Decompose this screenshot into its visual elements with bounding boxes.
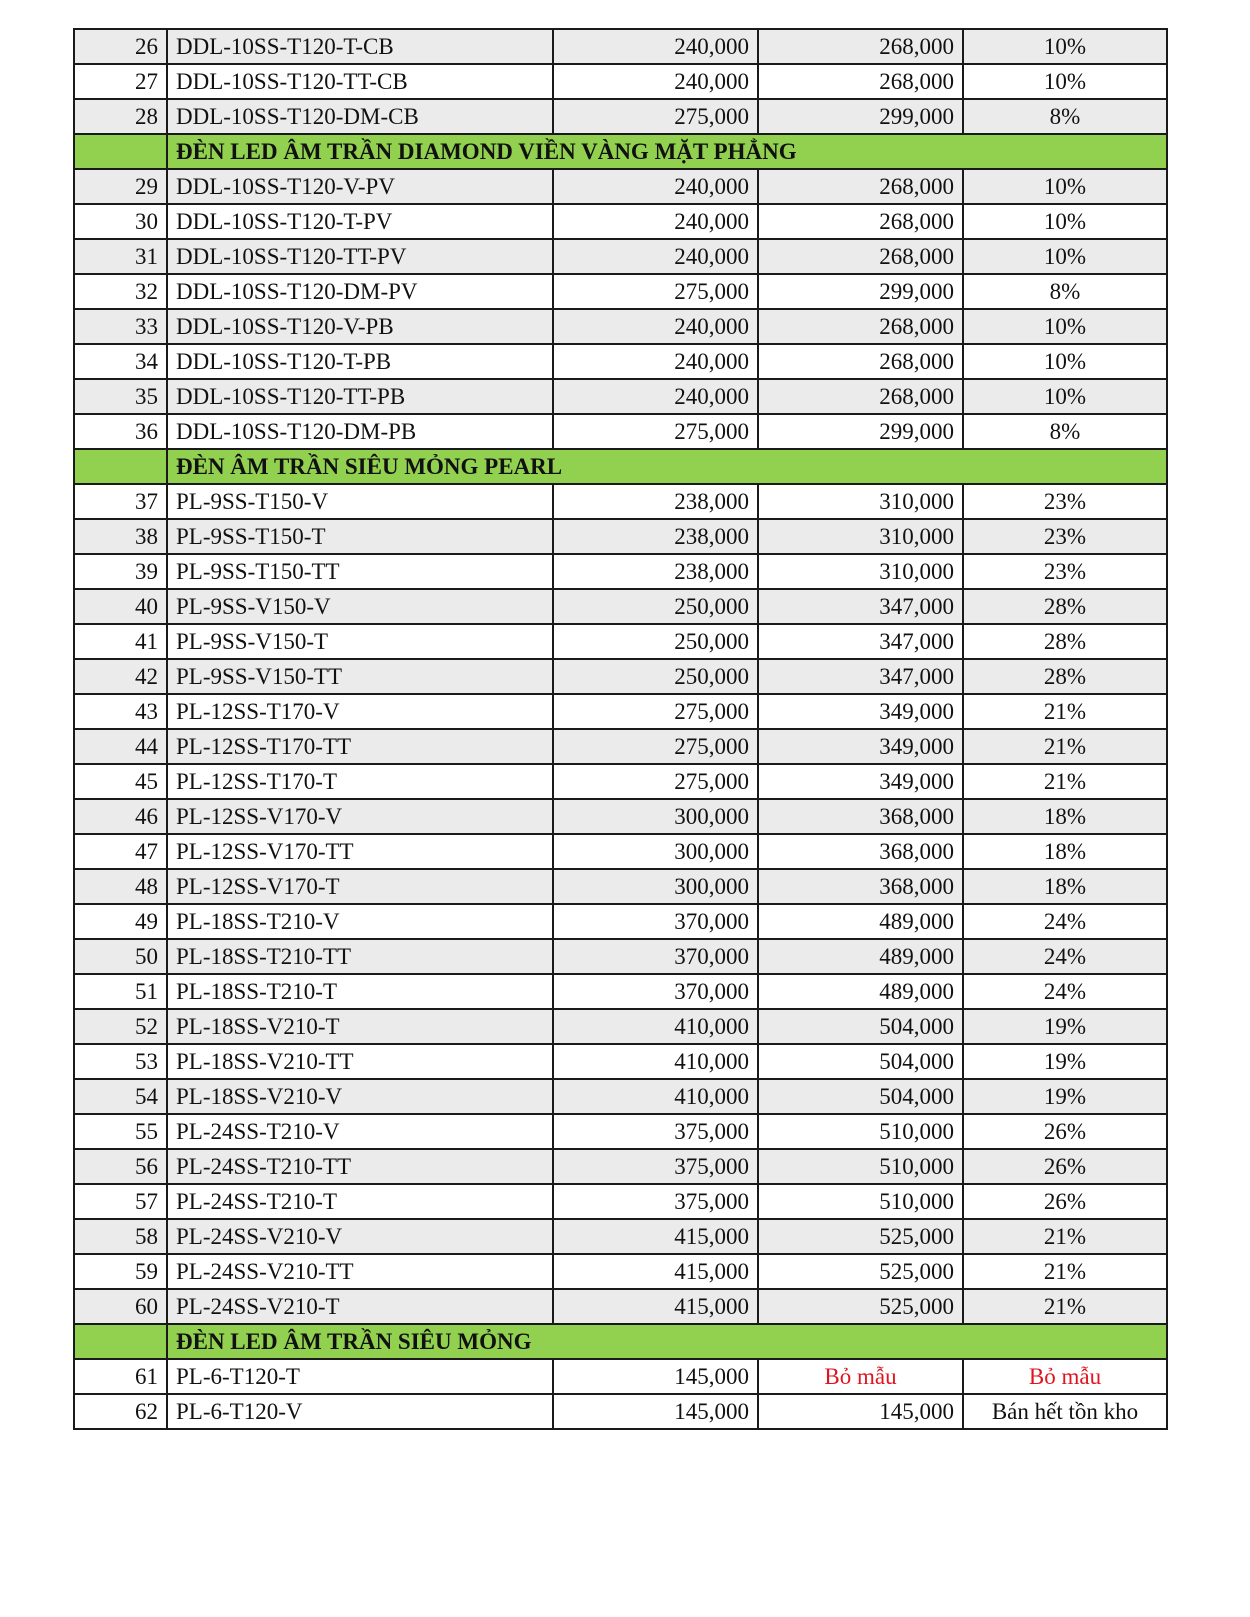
- price-1: 240,000: [553, 204, 758, 239]
- price-2: 504,000: [758, 1044, 963, 1079]
- section-header-row: [74, 134, 1167, 169]
- product-code: PL-6-T120-V: [167, 1394, 553, 1429]
- table-row: [74, 974, 1167, 1009]
- product-code: PL-24SS-V210-TT: [167, 1254, 553, 1289]
- price-2: 349,000: [758, 694, 963, 729]
- table-row: [74, 484, 1167, 519]
- price-1: 415,000: [553, 1254, 758, 1289]
- section-title: ĐÈN LED ÂM TRẦN SIÊU MỎNG: [167, 1324, 1167, 1359]
- table-row: [74, 1359, 1167, 1394]
- product-code: PL-12SS-T170-V: [167, 694, 553, 729]
- product-code: PL-12SS-V170-T: [167, 869, 553, 904]
- price-2: 504,000: [758, 1079, 963, 1114]
- percent: 28%: [963, 659, 1167, 694]
- price-2: 368,000: [758, 869, 963, 904]
- product-code: PL-24SS-T210-TT: [167, 1149, 553, 1184]
- price-2: 510,000: [758, 1149, 963, 1184]
- percent: 24%: [963, 974, 1167, 1009]
- percent: 19%: [963, 1044, 1167, 1079]
- product-code: DDL-10SS-T120-DM-CB: [167, 99, 553, 134]
- price-1: 240,000: [553, 169, 758, 204]
- row-number: 48: [74, 869, 167, 904]
- price-2: 489,000: [758, 974, 963, 1009]
- price-1: 415,000: [553, 1219, 758, 1254]
- row-number: 29: [74, 169, 167, 204]
- row-number: 36: [74, 414, 167, 449]
- percent: 10%: [963, 169, 1167, 204]
- table-row: [74, 204, 1167, 239]
- row-number: 57: [74, 1184, 167, 1219]
- percent: 28%: [963, 624, 1167, 659]
- percent: 23%: [963, 554, 1167, 589]
- product-code: DDL-10SS-T120-V-PB: [167, 309, 553, 344]
- table-row: [74, 1254, 1167, 1289]
- row-number: 50: [74, 939, 167, 974]
- percent: 10%: [963, 379, 1167, 414]
- product-code: DDL-10SS-T120-T-PB: [167, 344, 553, 379]
- percent: 21%: [963, 729, 1167, 764]
- section-stt-cell: [74, 449, 167, 484]
- percent: 28%: [963, 589, 1167, 624]
- row-number: 49: [74, 904, 167, 939]
- row-number: 45: [74, 764, 167, 799]
- price-1: 370,000: [553, 939, 758, 974]
- price-2: 347,000: [758, 659, 963, 694]
- price-1: 238,000: [553, 484, 758, 519]
- price-1: 250,000: [553, 659, 758, 694]
- price-1: 410,000: [553, 1079, 758, 1114]
- row-number: 60: [74, 1289, 167, 1324]
- price-2: 525,000: [758, 1219, 963, 1254]
- percent: 24%: [963, 939, 1167, 974]
- price-1: 240,000: [553, 29, 758, 64]
- product-code: PL-12SS-V170-TT: [167, 834, 553, 869]
- price-1: 415,000: [553, 1289, 758, 1324]
- table-row: [74, 764, 1167, 799]
- price-2: 504,000: [758, 1009, 963, 1044]
- percent: 8%: [963, 99, 1167, 134]
- price-1: 250,000: [553, 589, 758, 624]
- row-number: 30: [74, 204, 167, 239]
- table-row: [74, 1044, 1167, 1079]
- percent: 19%: [963, 1009, 1167, 1044]
- percent: 10%: [963, 344, 1167, 379]
- product-code: PL-18SS-V210-T: [167, 1009, 553, 1044]
- price-1: 240,000: [553, 379, 758, 414]
- price-2: 145,000: [758, 1394, 963, 1429]
- percent: 10%: [963, 29, 1167, 64]
- row-number: 53: [74, 1044, 167, 1079]
- percent: Bỏ mẫu: [963, 1359, 1167, 1394]
- percent: 21%: [963, 1219, 1167, 1254]
- table-row: [74, 1149, 1167, 1184]
- row-number: 32: [74, 274, 167, 309]
- row-number: 26: [74, 29, 167, 64]
- price-1: 145,000: [553, 1359, 758, 1394]
- price-2: 268,000: [758, 64, 963, 99]
- price-2: 368,000: [758, 834, 963, 869]
- row-number: 51: [74, 974, 167, 1009]
- product-code: DDL-10SS-T120-TT-CB: [167, 64, 553, 99]
- price-1: 240,000: [553, 64, 758, 99]
- table-row: [74, 1114, 1167, 1149]
- row-number: 55: [74, 1114, 167, 1149]
- price-table-body: [74, 29, 1167, 1429]
- table-row: [74, 939, 1167, 974]
- table-row: [74, 834, 1167, 869]
- product-code: PL-24SS-T210-V: [167, 1114, 553, 1149]
- table-row: [74, 1219, 1167, 1254]
- row-number: 28: [74, 99, 167, 134]
- price-1: 240,000: [553, 344, 758, 379]
- table-row: [74, 414, 1167, 449]
- table-row: [74, 869, 1167, 904]
- price-1: 238,000: [553, 554, 758, 589]
- table-row: [74, 1394, 1167, 1429]
- price-2: 299,000: [758, 274, 963, 309]
- percent: 10%: [963, 239, 1167, 274]
- percent: 8%: [963, 274, 1167, 309]
- table-row: [74, 99, 1167, 134]
- table-row: [74, 1009, 1167, 1044]
- row-number: 44: [74, 729, 167, 764]
- table-row: [74, 274, 1167, 309]
- product-code: PL-9SS-T150-TT: [167, 554, 553, 589]
- price-2: 268,000: [758, 344, 963, 379]
- price-2: 489,000: [758, 904, 963, 939]
- price-table: [73, 28, 1168, 1430]
- table-row: [74, 344, 1167, 379]
- product-code: PL-18SS-T210-T: [167, 974, 553, 1009]
- row-number: 33: [74, 309, 167, 344]
- product-code: PL-12SS-T170-T: [167, 764, 553, 799]
- table-row: [74, 904, 1167, 939]
- table-row: [74, 799, 1167, 834]
- price-1: 275,000: [553, 414, 758, 449]
- percent: 21%: [963, 1254, 1167, 1289]
- product-code: PL-9SS-V150-T: [167, 624, 553, 659]
- price-2: 268,000: [758, 29, 963, 64]
- price-2: 310,000: [758, 554, 963, 589]
- price-2: 299,000: [758, 414, 963, 449]
- table-row: [74, 554, 1167, 589]
- table-row: [74, 1184, 1167, 1219]
- row-number: 46: [74, 799, 167, 834]
- row-number: 39: [74, 554, 167, 589]
- product-code: PL-9SS-V150-V: [167, 589, 553, 624]
- price-2: 299,000: [758, 99, 963, 134]
- row-number: 43: [74, 694, 167, 729]
- row-number: 62: [74, 1394, 167, 1429]
- product-code: PL-12SS-T170-TT: [167, 729, 553, 764]
- price-2: 349,000: [758, 764, 963, 799]
- row-number: 59: [74, 1254, 167, 1289]
- percent: 10%: [963, 204, 1167, 239]
- product-code: DDL-10SS-T120-V-PV: [167, 169, 553, 204]
- product-code: PL-18SS-T210-TT: [167, 939, 553, 974]
- percent: 26%: [963, 1114, 1167, 1149]
- price-1: 370,000: [553, 974, 758, 1009]
- percent: 26%: [963, 1184, 1167, 1219]
- price-2: 347,000: [758, 589, 963, 624]
- section-title: ĐÈN LED ÂM TRẦN DIAMOND VIỀN VÀNG MẶT PHẲNG: [167, 134, 1167, 169]
- product-code: PL-24SS-T210-T: [167, 1184, 553, 1219]
- price-1: 375,000: [553, 1149, 758, 1184]
- table-row: [74, 1079, 1167, 1114]
- price-1: 410,000: [553, 1009, 758, 1044]
- price-2: 268,000: [758, 379, 963, 414]
- product-code: DDL-10SS-T120-DM-PB: [167, 414, 553, 449]
- price-1: 238,000: [553, 519, 758, 554]
- price-2: 268,000: [758, 239, 963, 274]
- price-2: 268,000: [758, 169, 963, 204]
- percent: 18%: [963, 799, 1167, 834]
- percent: 10%: [963, 64, 1167, 99]
- price-1: 240,000: [553, 309, 758, 344]
- row-number: 58: [74, 1219, 167, 1254]
- product-code: PL-18SS-V210-V: [167, 1079, 553, 1114]
- product-code: PL-24SS-V210-T: [167, 1289, 553, 1324]
- row-number: 38: [74, 519, 167, 554]
- price-2: 347,000: [758, 624, 963, 659]
- section-title: ĐÈN ÂM TRẦN SIÊU MỎNG PEARL: [167, 449, 1167, 484]
- product-code: DDL-10SS-T120-T-PV: [167, 204, 553, 239]
- price-2: 525,000: [758, 1254, 963, 1289]
- percent: 10%: [963, 309, 1167, 344]
- price-1: 370,000: [553, 904, 758, 939]
- price-2: 510,000: [758, 1114, 963, 1149]
- row-number: 31: [74, 239, 167, 274]
- row-number: 47: [74, 834, 167, 869]
- percent: 23%: [963, 484, 1167, 519]
- table-row: [74, 519, 1167, 554]
- table-row: [74, 169, 1167, 204]
- section-header-row: [74, 1324, 1167, 1359]
- price-1: 375,000: [553, 1114, 758, 1149]
- table-row: [74, 379, 1167, 414]
- percent: 23%: [963, 519, 1167, 554]
- price-2: 310,000: [758, 484, 963, 519]
- table-row: [74, 729, 1167, 764]
- percent: 8%: [963, 414, 1167, 449]
- row-number: 27: [74, 64, 167, 99]
- price-2: 489,000: [758, 939, 963, 974]
- table-row: [74, 64, 1167, 99]
- row-number: 40: [74, 589, 167, 624]
- percent: 18%: [963, 834, 1167, 869]
- table-row: [74, 659, 1167, 694]
- price-1: 240,000: [553, 239, 758, 274]
- table-row: [74, 239, 1167, 274]
- row-number: 42: [74, 659, 167, 694]
- price-1: 375,000: [553, 1184, 758, 1219]
- row-number: 54: [74, 1079, 167, 1114]
- product-code: DDL-10SS-T120-DM-PV: [167, 274, 553, 309]
- percent: 21%: [963, 1289, 1167, 1324]
- table-row: [74, 29, 1167, 64]
- product-code: PL-18SS-T210-V: [167, 904, 553, 939]
- row-number: 41: [74, 624, 167, 659]
- price-1: 145,000: [553, 1394, 758, 1429]
- price-1: 275,000: [553, 274, 758, 309]
- percent: 21%: [963, 764, 1167, 799]
- table-row: [74, 309, 1167, 344]
- product-code: PL-9SS-V150-TT: [167, 659, 553, 694]
- price-2: 310,000: [758, 519, 963, 554]
- price-2: 510,000: [758, 1184, 963, 1219]
- table-row: [74, 1289, 1167, 1324]
- price-1: 275,000: [553, 694, 758, 729]
- price-1: 275,000: [553, 99, 758, 134]
- price-2: 349,000: [758, 729, 963, 764]
- table-row: [74, 624, 1167, 659]
- percent: Bán hết tồn kho: [963, 1394, 1167, 1429]
- product-code: PL-9SS-T150-V: [167, 484, 553, 519]
- product-code: DDL-10SS-T120-TT-PB: [167, 379, 553, 414]
- row-number: 52: [74, 1009, 167, 1044]
- percent: 26%: [963, 1149, 1167, 1184]
- product-code: PL-18SS-V210-TT: [167, 1044, 553, 1079]
- product-code: PL-9SS-T150-T: [167, 519, 553, 554]
- product-code: DDL-10SS-T120-T-CB: [167, 29, 553, 64]
- price-2: 368,000: [758, 799, 963, 834]
- percent: 24%: [963, 904, 1167, 939]
- percent: 18%: [963, 869, 1167, 904]
- price-1: 300,000: [553, 799, 758, 834]
- price-1: 300,000: [553, 834, 758, 869]
- percent: 21%: [963, 694, 1167, 729]
- product-code: DDL-10SS-T120-TT-PV: [167, 239, 553, 274]
- price-1: 410,000: [553, 1044, 758, 1079]
- row-number: 61: [74, 1359, 167, 1394]
- row-number: 35: [74, 379, 167, 414]
- price-1: 250,000: [553, 624, 758, 659]
- row-number: 34: [74, 344, 167, 379]
- price-2: 268,000: [758, 204, 963, 239]
- section-stt-cell: [74, 1324, 167, 1359]
- table-row: [74, 694, 1167, 729]
- product-code: PL-24SS-V210-V: [167, 1219, 553, 1254]
- price-2: Bỏ mẫu: [758, 1359, 963, 1394]
- section-header-row: [74, 449, 1167, 484]
- row-number: 56: [74, 1149, 167, 1184]
- product-code: PL-12SS-V170-V: [167, 799, 553, 834]
- section-stt-cell: [74, 134, 167, 169]
- percent: 19%: [963, 1079, 1167, 1114]
- product-code: PL-6-T120-T: [167, 1359, 553, 1394]
- price-1: 300,000: [553, 869, 758, 904]
- price-2: 268,000: [758, 309, 963, 344]
- row-number: 37: [74, 484, 167, 519]
- price-1: 275,000: [553, 729, 758, 764]
- price-1: 275,000: [553, 764, 758, 799]
- price-2: 525,000: [758, 1289, 963, 1324]
- table-row: [74, 589, 1167, 624]
